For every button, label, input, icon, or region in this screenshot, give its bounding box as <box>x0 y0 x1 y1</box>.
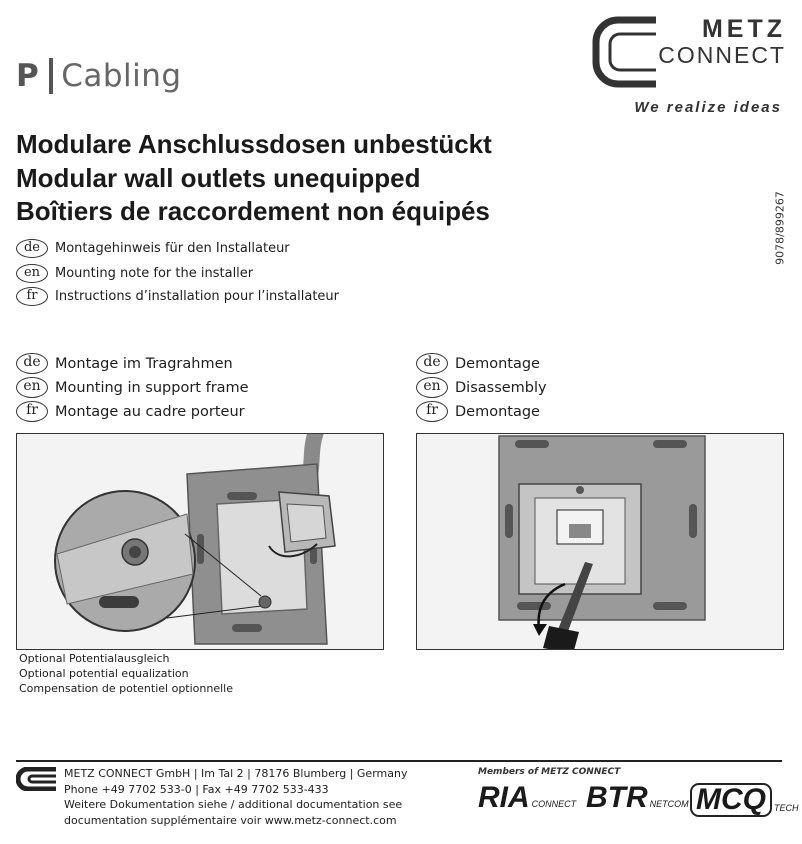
mounting-photo <box>16 433 384 650</box>
footer-contact <box>64 766 407 828</box>
metz-connect-logo <box>592 14 786 90</box>
language-badge: de <box>416 353 448 374</box>
member-logo-btr <box>586 783 689 813</box>
intro-note-text: Montagehinweis für den Installateur <box>55 241 290 256</box>
intro-note-en <box>16 264 253 283</box>
member-logo-main: RIA <box>478 781 530 814</box>
mounting-illustration <box>17 434 383 649</box>
heading-text: Mounting in support frame <box>55 379 249 396</box>
disassembly-heading-en <box>416 377 547 398</box>
intro-note-text: Instructions d’installation pour l’installateur <box>55 289 340 304</box>
heading-text: Demontage <box>455 403 540 420</box>
intro-note-de <box>16 239 290 258</box>
logo-metz-text: METZ <box>701 15 786 43</box>
footer-doc-line-1: Weitere Dokumentation siehe / additional documentation see <box>64 798 403 811</box>
intro-note-fr <box>16 287 339 306</box>
heading-text: Montage im Tragrahmen <box>55 355 233 372</box>
footer-phone-line: Phone +49 7702 533-0 | Fax +49 7702 533-433 <box>64 782 329 796</box>
member-logo-sub: TECH <box>774 803 799 813</box>
logo-connect-text: CONNECT <box>658 42 786 68</box>
heading-text: Demontage <box>455 355 540 372</box>
language-badge: de <box>16 353 48 374</box>
language-badge: de <box>16 239 48 258</box>
member-logo-mcq <box>690 783 799 817</box>
language-badge: en <box>16 377 48 398</box>
title-en: Modular wall outlets unequipped <box>16 162 421 193</box>
section-title <box>16 58 182 94</box>
mounting-heading-de <box>16 353 233 374</box>
member-logo-main: MCQ <box>690 783 772 817</box>
section-divider <box>49 58 53 94</box>
footer-divider <box>16 760 782 762</box>
title-de: Modulare Anschlussdosen unbestückt <box>16 129 492 159</box>
language-badge: en <box>416 377 448 398</box>
heading-text: Montage au cadre porteur <box>55 403 245 420</box>
slogan: We realize ideas <box>634 99 782 116</box>
member-logo-sub: CONNECT <box>531 799 577 809</box>
mounting-heading-fr <box>16 401 245 422</box>
section-letter: P <box>16 58 40 94</box>
caption-fr: Compensation de potentiel optionnelle <box>19 682 233 695</box>
section-word: Cabling <box>61 58 182 94</box>
footer-company-line: METZ CONNECT GmbH | Im Tal 2 | 78176 Blumberg | Germany <box>64 767 408 780</box>
member-logo-ria <box>478 783 576 813</box>
member-logo-sub: NETCOM <box>649 799 689 809</box>
intro-note-text: Mounting note for the installer <box>55 266 254 281</box>
footer-logo <box>16 767 58 795</box>
footer-doc-line-2: documentation supplémentaire voir www.metz-connect.com <box>64 813 397 827</box>
caption-de: Optional Potentialausgleich <box>19 652 170 665</box>
disassembly-photo <box>416 433 784 650</box>
members-label: Members of METZ CONNECT <box>478 767 621 777</box>
language-badge: fr <box>16 401 48 422</box>
document-number-text: 9078/899267 <box>773 191 787 265</box>
logo-c-mark <box>592 16 662 88</box>
heading-text: Disassembly <box>455 379 547 396</box>
disassembly-heading-fr <box>416 401 540 422</box>
caption-en: Optional potential equalization <box>19 667 189 680</box>
footer-logo-icon <box>16 767 58 791</box>
mounting-captions <box>19 651 233 696</box>
language-badge: fr <box>416 401 448 422</box>
document-titles <box>16 128 492 229</box>
disassembly-illustration <box>417 434 783 649</box>
disassembly-heading-de <box>416 353 540 374</box>
member-logo-main: BTR <box>586 781 648 814</box>
mounting-heading-en <box>16 377 249 398</box>
language-badge: fr <box>16 287 48 306</box>
document-number <box>770 188 790 268</box>
title-fr: Boîtiers de raccordement non équipés <box>16 196 490 226</box>
language-badge: en <box>16 264 48 283</box>
